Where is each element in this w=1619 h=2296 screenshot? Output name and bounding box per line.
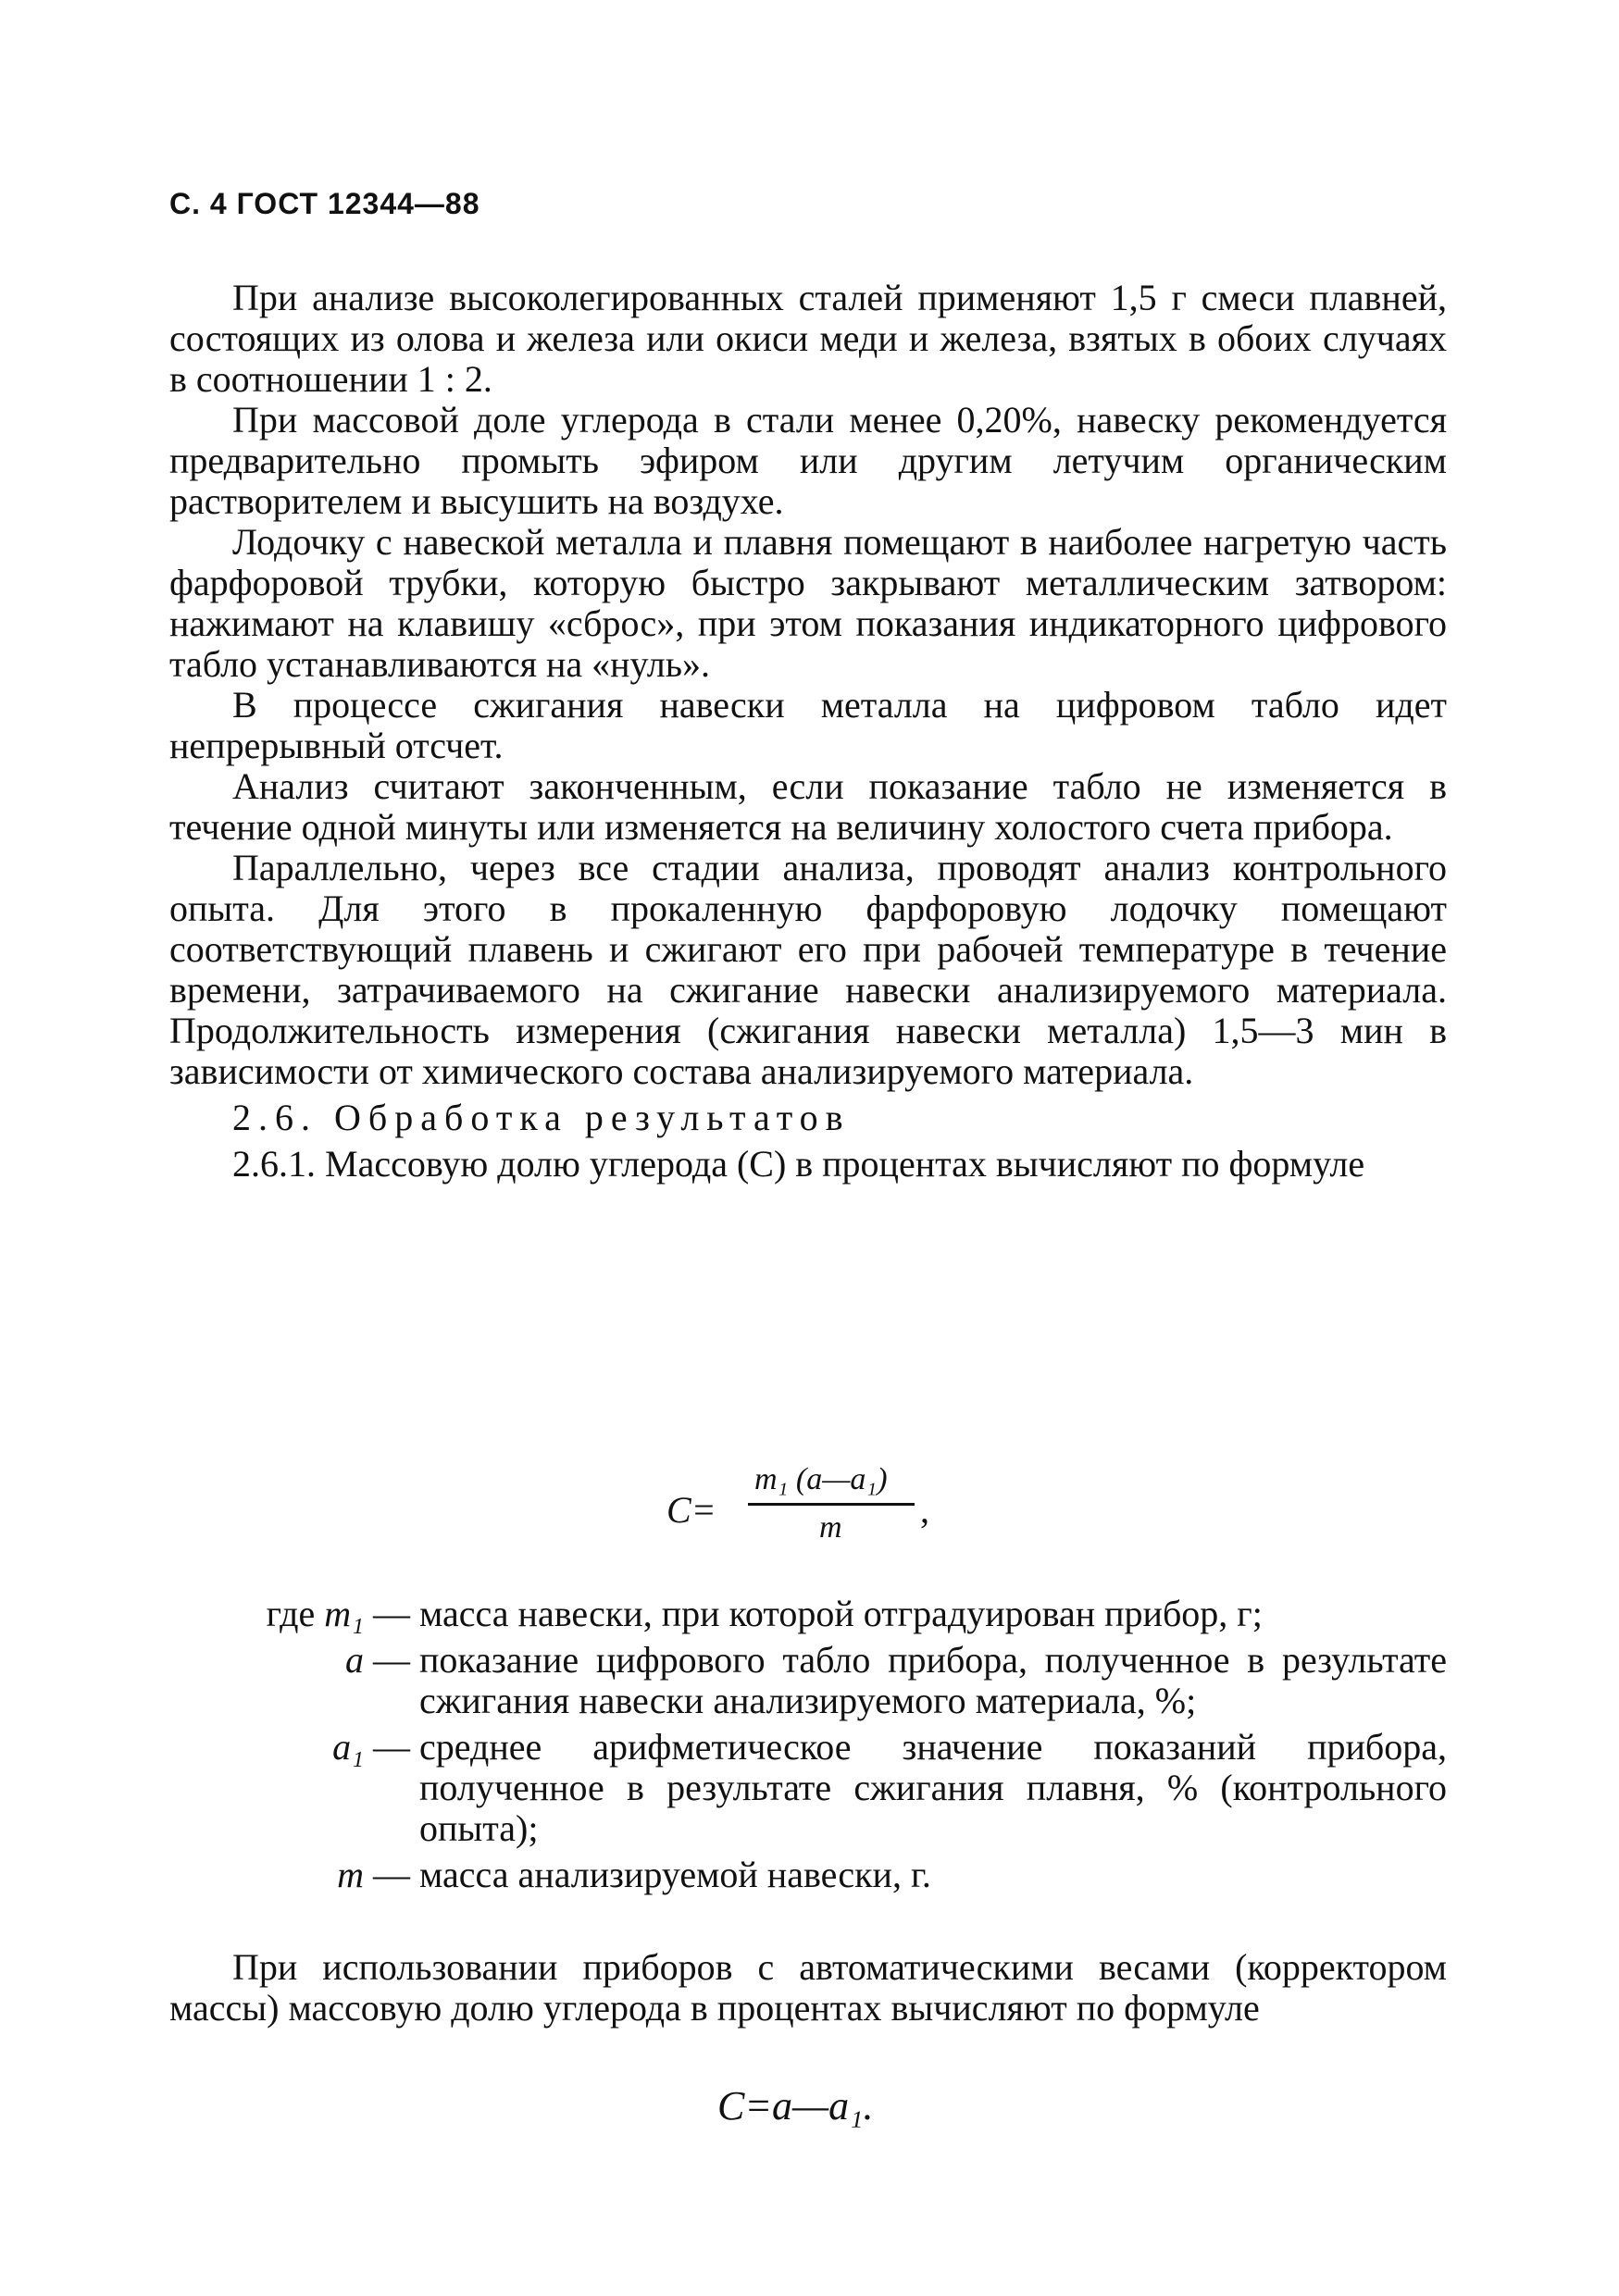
formula-numerator: m₁ (a—a₁) [754,1462,888,1496]
definition-symbol: a₁ [332,1726,364,1768]
definition-item [169,1855,1447,1895]
paragraph: Параллельно, через все стадии анализа, проводят анализ контрольного опыта. Для этого в прокаленную фарфоровую лодочку помещают соответствующий плавень и сжигают его при рабочей температуре в течение времени, затрачиваемого на сжигание навески анализируемого материала. Продолжительность измерения (сжигания навески металла) 1,5—3 мин в зависимости от химического состава анализируемого материала. [169,847,1447,1092]
dash: — [373,1726,410,1768]
body-text-top [169,278,1447,1185]
section-heading: 2.6. Обработка результатов [232,1097,851,1138]
definition-item [169,1640,1447,1721]
formula-lhs: C= [666,1489,716,1531]
body-text-bottom [169,1947,1447,2029]
formula-corrected: C=a—a₁. [717,2083,874,2128]
paragraph: Лодочку с навеской металла и плавня помещают в наиболее нагретую часть фарфоровой трубки, которую быстро закрывают металлическим затвором: нажимают на клавишу «сброс», при этом показания индикаторного цифрового табло устанавливаются на «нуль». [169,521,1447,685]
dash: — [373,1593,410,1634]
definition-item [169,1727,1447,1849]
paragraph: В процессе сжигания навески металла на цифровом табло идет непрерывный отсчет. [169,684,1447,766]
definitions-list [169,1594,1447,1901]
paragraph: Анализ считают законченным, если показание табло не изменяется в течение одной минуты или изменяется на величину холостого счета прибора. [169,765,1447,848]
dash: — [373,1854,410,1895]
definition-symbol: m [337,1854,364,1895]
definition-text: масса навески, при которой отградуирован прибор, г; [419,1593,1263,1634]
definition-item [169,1594,1447,1634]
formula-denominator: m [819,1510,842,1545]
definition-text: показание цифрового табло прибора, полученное в результате сжигания навески анализируемого материала, %; [419,1639,1447,1721]
definition-symbol: a [345,1639,364,1681]
definition-text: среднее арифметическое значение показаний прибора, полученное в результате сжигания плавня, % (контрольного опыта); [419,1726,1447,1849]
definition-text: масса анализируемой навески, г. [419,1854,931,1895]
definition-prefix: где [266,1593,325,1634]
paragraph: При использовании приборов с автоматическими весами (корректором массы) массовую долю углерода в процентах вычисляют по формуле [169,1946,1447,2029]
paragraph: При массовой доле углерода в стали менее 0,20%, навеску рекомендуется предварительно промыть эфиром или другим летучим органическим растворителем и высушить на воздухе. [169,399,1447,522]
page-header: С. 4 ГОСТ 12344—88 [169,187,480,220]
formula-mass-fraction [666,1444,981,1555]
definition-symbol: m₁ [324,1593,364,1634]
dash: — [373,1639,410,1681]
fraction-bar [748,1503,915,1506]
formula-trail: , [920,1489,929,1531]
clause-2-6-1: 2.6.1. Массовую долю углерода (C) в процентах вычисляют по формуле [232,1143,1365,1185]
paragraph: При анализе высоколегированных сталей применяют 1,5 г смеси плавней, состоящих из олова и железа или окиси меди и железа, взятых в обоих случаях в соотношении 1 : 2. [169,277,1447,400]
